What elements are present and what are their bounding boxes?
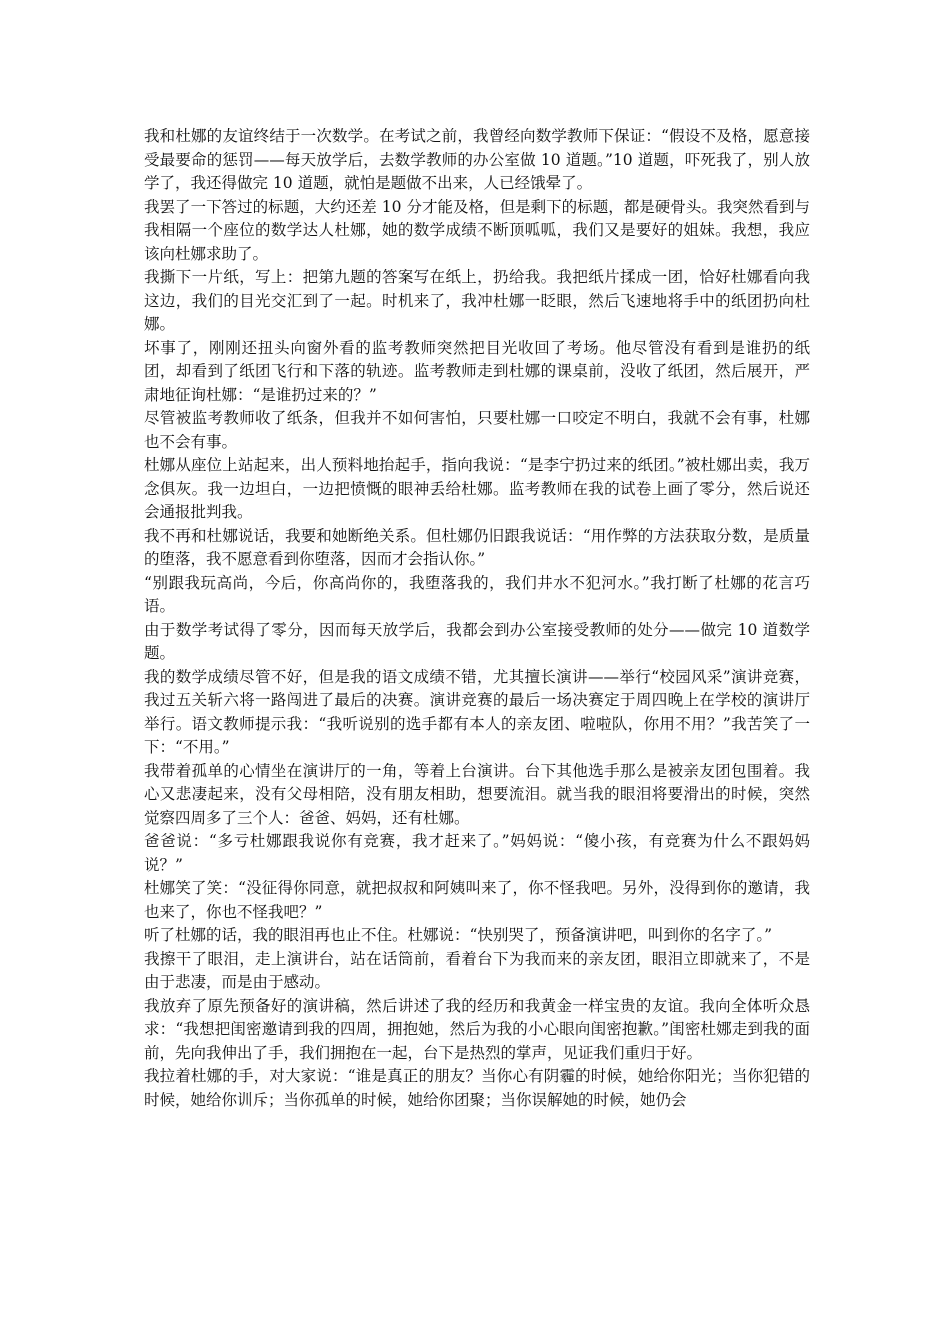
paragraph-5: 尽管被监考教师收了纸条，但我并不如何害怕，只要杜娜一口咬定不明白，我就不会有事，杜娜也不会有事。 <box>144 409 810 451</box>
paragraph-2: 我罢了一下答过的标题，大约还差 10 分才能及格，但是剩下的标题，都是硬骨头。我突然看到与我相隔一个座位的数学达人杜娜，她的数学成绩不断顶呱呱，我们又是要好的姐妹。我想，我应该向杜娜求助了。 <box>144 197 810 263</box>
paragraph-15: 我擦干了眼泪，走上演讲台，站在话筒前，看着台下为我而来的亲友团，眼泪立即就来了，不是由于悲凄，而是由于感动。 <box>144 949 810 991</box>
paragraph-17: 我拉着杜娜的手，对大家说：“谁是真正的朋友？当你心有阴霾的时候，她给你阳光；当你犯错的时候，她给你训斥；当你孤单的时候，她给你团聚；当你误解她的时候，她仍会 <box>144 1067 810 1109</box>
paragraph-8: “别跟我玩高尚，今后，你高尚你的，我堕落我的，我们井水不犯河水。”我打断了杜娜的花言巧语。 <box>144 573 810 615</box>
paragraph-13: 杜娜笑了笑：“没征得你同意，就把叔叔和阿姨叫来了，你不怪我吧。另外，没得到你的邀请，我也来了，你也不怪我吧？” <box>144 879 810 921</box>
paragraph-1: 我和杜娜的友谊终结于一次数学。在考试之前，我曾经向数学教师下保证：“假设不及格，愿意接受最要命的惩罚——每天放学后，去数学教师的办公室做 10 道题。”10 道题，吓死我了，别人放学了，我还得做完 10 道题，就怕是题做不出来，人已经饿晕了。 <box>144 127 810 192</box>
paragraph-4: 坏事了，刚刚还扭头向窗外看的监考教师突然把目光收回了考场。他尽管没有看到是谁扔的纸团，却看到了纸团飞行和下落的轨迹。监考教师走到杜娜的课桌前，没收了纸团，然后展开，严肃地征询杜娜：“是谁扔过来的？” <box>144 338 810 404</box>
paragraph-16: 我放弃了原先预备好的演讲稿，然后讲述了我的经历和我黄金一样宝贵的友谊。我向全体听众恳求：“我想把闺密邀请到我的四周，拥抱她，然后为我的小心眼向闺密抱歉。”闺密杜娜走到我的面前，先向我伸出了手，我们拥抱在一起，台下是热烈的掌声，见证我们重归于好。 <box>144 996 810 1062</box>
paragraph-14: 听了杜娜的话，我的眼泪再也止不住。杜娜说：“快别哭了，预备演讲吧，叫到你的名字了。” <box>144 926 773 944</box>
paragraph-11: 我带着孤单的心情坐在演讲厅的一角，等着上台演讲。台下其他选手那么是被亲友团包围着。我心又悲凄起来，没有父母相陪，没有朋友相助，想要流泪。就当我的眼泪将要滑出的时候，突然觉察四周多了三个人：爸爸、妈妈，还有杜娜。 <box>144 761 810 827</box>
paragraph-6: 杜娜从座位上站起来，出人预料地抬起手，指向我说：“是李宁扔过来的纸团。”被杜娜出卖，我万念俱灰。我一边坦白，一边把愤慨的眼神丢给杜娜。监考教师在我的试卷上画了零分，然后说还会通报批判我。 <box>144 456 810 521</box>
paragraph-12: 爸爸说：“多亏杜娜跟我说你有竞赛，我才赶来了。”妈妈说：“傻小孩，有竞赛为什么不跟妈妈说？” <box>144 832 810 874</box>
paragraph-10: 我的数学成绩尽管不好，但是我的语文成绩不错，尤其擅长演讲——举行“校园风采”演讲竞赛，我过五关斩六将一路闯进了最后的决赛。演讲竞赛的最后一场决赛定于周四晚上在学校的演讲厅举行。语文教师提示我：“我听说别的选手都有本人的亲友团、啦啦队，你用不用？”我苦笑了一下：“不用。” <box>144 667 810 756</box>
paragraph-3: 我撕下一片纸，写上：把第九题的答案写在纸上，扔给我。我把纸片揉成一团，恰好杜娜看向我这边，我们的目光交汇到了一起。时机来了，我冲杜娜一眨眼，然后飞速地将手中的纸团扔向杜娜。 <box>144 268 810 333</box>
document-body <box>144 125 810 1112</box>
paragraph-7: 我不再和杜娜说话，我要和她断绝关系。但杜娜仍旧跟我说话：“用作弊的方法获取分数，是质量的堕落，我不愿意看到你堕落，因而才会指认你。” <box>144 526 810 568</box>
paragraph-9: 由于数学考试得了零分，因而每天放学后，我都会到办公室接受教师的处分——做完 10 道数学题。 <box>144 620 810 662</box>
